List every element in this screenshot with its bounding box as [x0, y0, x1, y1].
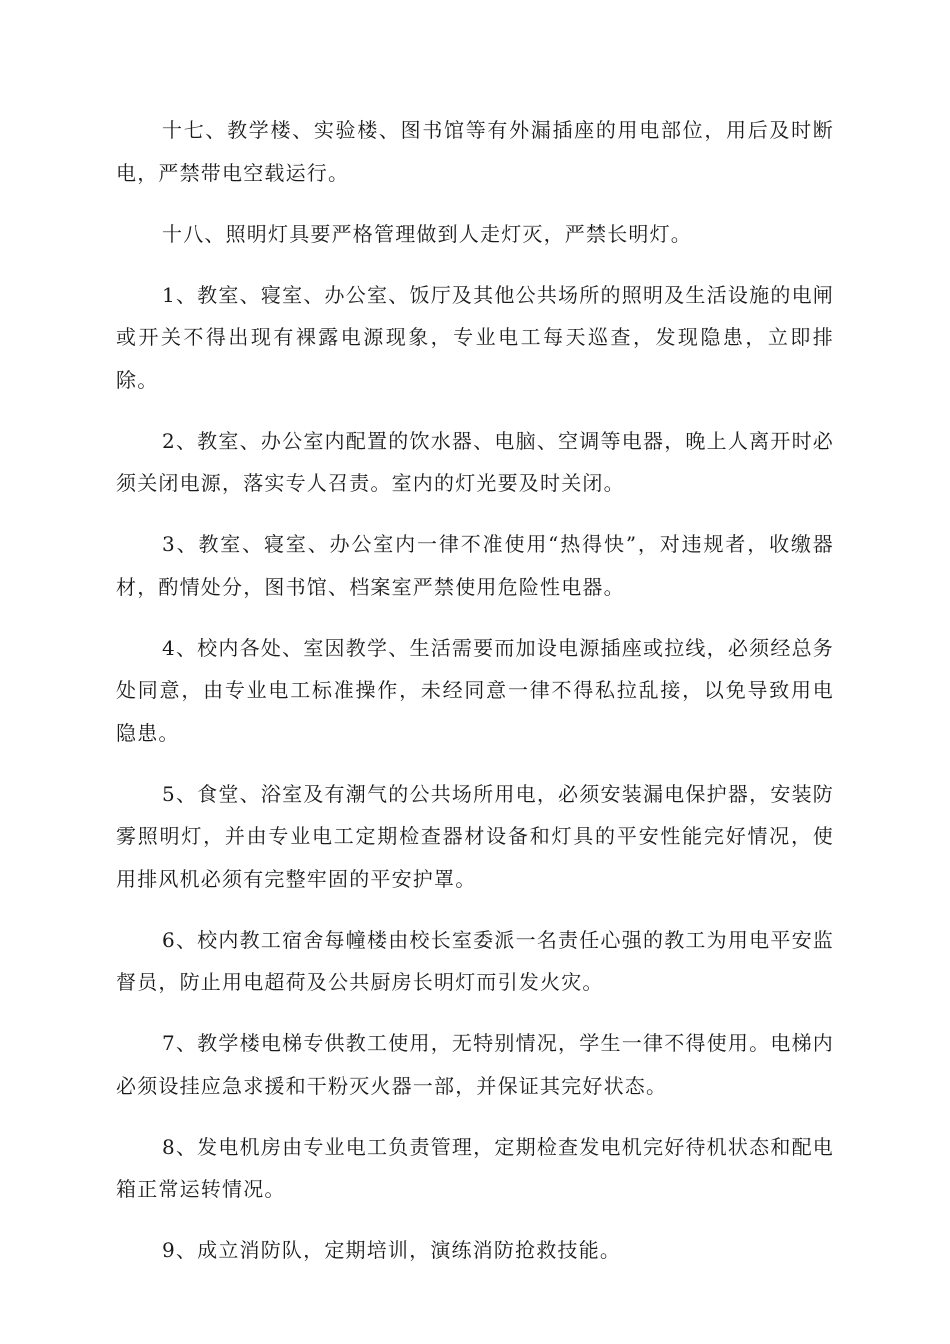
paragraph-item-8: 8、发电机房由专业电工负责管理，定期检查发电机完好待机状态和配电箱正常运转情况。 — [116, 1134, 834, 1201]
paragraph-item-4: 4、校内各处、室因教学、生活需要而加设电源插座或拉线，必须经总务处同意，由专业电工标准操作，未经同意一律不得私拉乱接，以免导致用电隐患。 — [116, 635, 834, 745]
paragraph-item-1: 1、教室、寝室、办公室、饭厅及其他公共场所的照明及生活设施的电闸或开关不得出现有裸露电源现象，专业电工每天巡查，发现隐患，立即排除。 — [116, 282, 834, 392]
paragraph-item-7: 7、教学楼电梯专供教工使用，无特别情况，学生一律不得使用。电梯内必须设挂应急求援和干粉灭火器一部，并保证其完好状态。 — [116, 1031, 834, 1098]
paragraph-item-3: 3、教室、寝室、办公室内一律不准使用“热得快”，对违规者，收缴器材，酌情处分，图书馆、档案室严禁使用危险性电器。 — [116, 532, 834, 599]
paragraph-item-6: 6、校内教工宿舍每幢楼由校长室委派一名责任心强的教工为用电平安监督员，防止用电超荷及公共厨房长明灯而引发火灾。 — [116, 927, 834, 994]
paragraph-item-5: 5、食堂、浴室及有潮气的公共场所用电，必须安装漏电保护器，安装防雾照明灯，并由专业电工定期检查器材设备和灯具的平安性能完好情况，使用排风机必须有完整牢固的平安护罩。 — [116, 781, 834, 891]
paragraph-17: 十七、教学楼、实验楼、图书馆等有外漏插座的用电部位，用后及时断电，严禁带电空载运行。 — [116, 118, 834, 185]
paragraph-18: 十八、照明灯具要严格管理做到人走灯灭，严禁长明灯。 — [162, 221, 692, 246]
paragraph-item-2: 2、教室、办公室内配置的饮水器、电脑、空调等电器，晚上人离开时必须关闭电源，落实专人召责。室内的灯光要及时关闭。 — [116, 428, 834, 495]
document-body — [116, 109, 834, 1290]
paragraph-item-9: 9、成立消防队，定期培训，演练消防抢救技能。 — [162, 1238, 622, 1262]
